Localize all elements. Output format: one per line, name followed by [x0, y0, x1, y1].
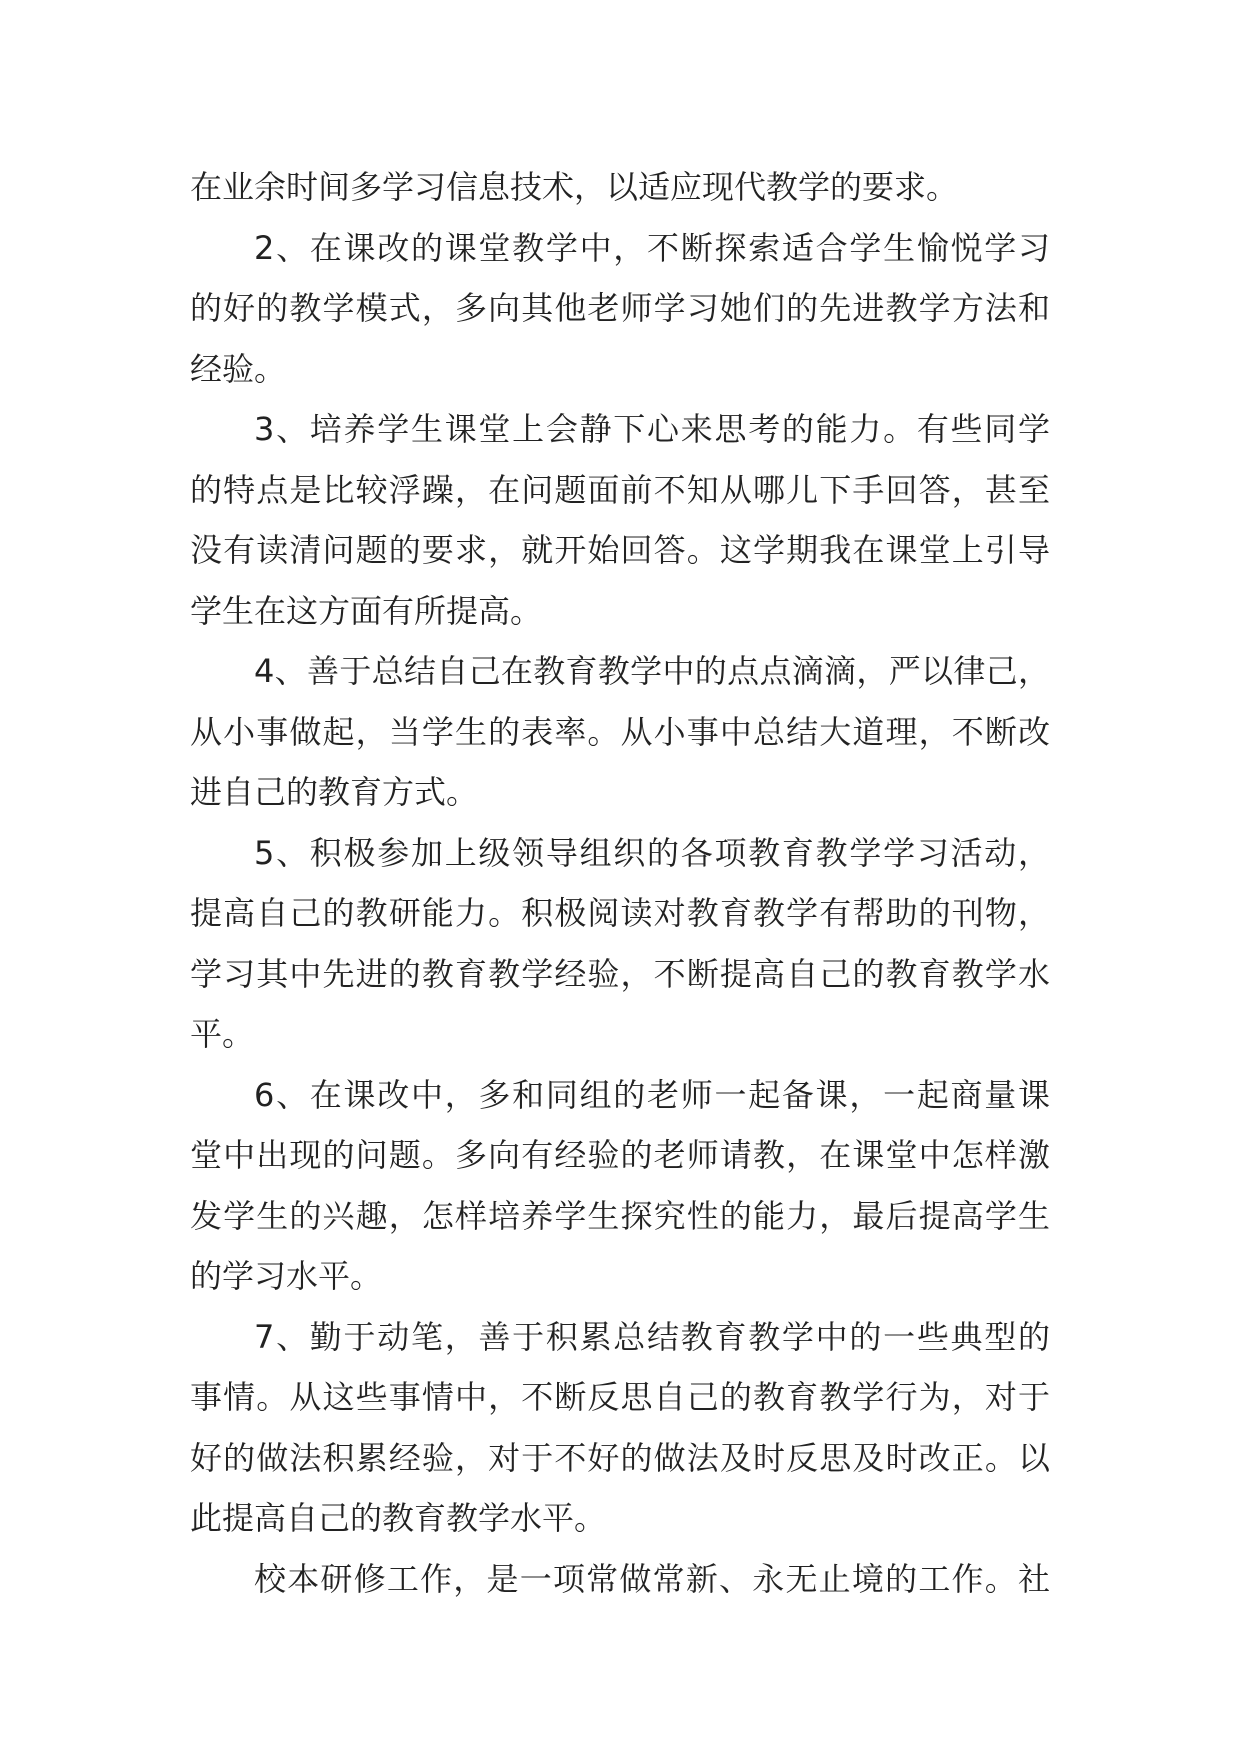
text-line: 学习其中先进的教育教学经验，不断提高自己的教育教学水 — [190, 954, 1050, 993]
text-line: 在业余时间多学习信息技术，以适应现代教学的要求。 — [190, 168, 959, 206]
text-line: 5、积极参加上级领导组织的各项教育教学学习活动， — [254, 833, 1050, 872]
text-line: 3、培养学生课堂上会静下心来思考的能力。有些同学 — [254, 410, 1050, 448]
text-line: 堂中出现的问题。多向有经验的老师请教，在课堂中怎样激 — [190, 1136, 1050, 1174]
text-line: 事情。从这些事情中，不断反思自己的教育教学行为，对于 — [190, 1378, 1050, 1416]
text-line: 从小事做起，当学生的表率。从小事中总结大道理，不断改 — [190, 712, 1050, 751]
text-line: 校本研修工作，是一项常做常新、永无止境的工作。社 — [254, 1559, 1050, 1598]
text-line: 平。 — [190, 1015, 255, 1053]
text-line: 进自己的教育方式。 — [190, 773, 479, 811]
text-line: 6、在课改中，多和同组的老师一起备课，一起商量课 — [254, 1075, 1050, 1114]
document-body — [190, 157, 1050, 1609]
text-line: 学生在这方面有所提高。 — [190, 591, 543, 630]
text-line: 没有读清问题的要求，就开始回答。这学期我在课堂上引导 — [190, 531, 1050, 569]
text-line: 4、善于总结自己在教育教学中的点点滴滴，严以律己， — [254, 652, 1050, 690]
text-line: 的学习水平。 — [190, 1257, 383, 1295]
text-line: 的好的教学模式，多向其他老师学习她们的先进教学方法和 — [190, 289, 1050, 327]
text-line: 2、在课改的课堂教学中，不断探索适合学生愉悦学习 — [254, 228, 1050, 267]
text-line: 好的做法积累经验，对于不好的做法及时反思及时改正。以 — [190, 1438, 1050, 1477]
text-line: 经验。 — [190, 349, 287, 388]
text-line: 7、勤于动笔，善于积累总结教育教学中的一些典型的 — [254, 1317, 1050, 1356]
text-line: 的特点是比较浮躁，在问题面前不知从哪儿下手回答，甚至 — [190, 470, 1050, 509]
text-line: 发学生的兴趣，怎样培养学生探究性的能力，最后提高学生 — [190, 1196, 1050, 1235]
text-line: 提高自己的教研能力。积极阅读对教育教学有帮助的刊物， — [190, 894, 1050, 932]
text-line: 此提高自己的教育教学水平。 — [190, 1499, 607, 1537]
